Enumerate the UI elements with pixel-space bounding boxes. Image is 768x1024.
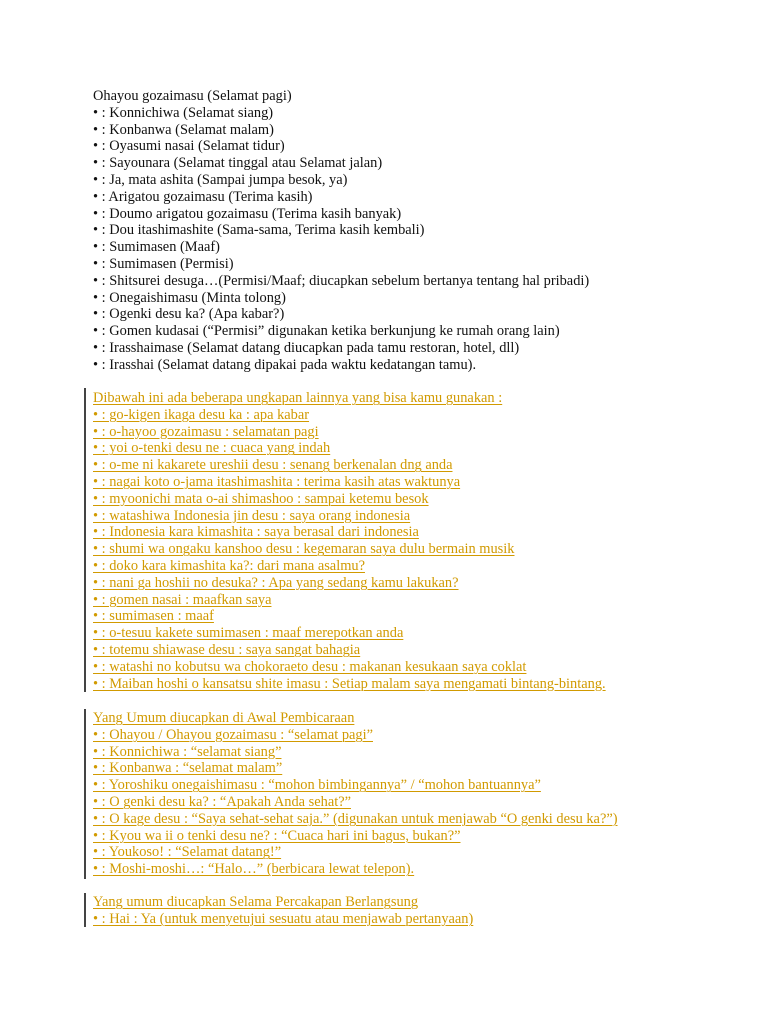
list-item[interactable]: • : Konnichiwa : “selamat siang” (93, 743, 282, 760)
change-bar (84, 388, 86, 692)
opening-phrases-list (93, 710, 753, 878)
list-item[interactable]: • : Konbanwa : “selamat malam” (93, 760, 283, 777)
list-item[interactable]: • : myoonichi mata o-ai shimashoo : sampai ketemu besok (93, 490, 429, 507)
list-item[interactable]: • : doko kara kimashita ka?: dari mana asalmu? (93, 557, 365, 574)
list-item[interactable]: • : watashiwa Indonesia jin desu : saya orang indonesia (93, 507, 411, 524)
list-item: • : Ja, mata ashita (Sampai jumpa besok, ya) (93, 171, 348, 188)
list-item[interactable]: • : nani ga hoshii no desuka? : Apa yang sedang kamu lakukan? (93, 574, 459, 591)
section-heading[interactable]: Dibawah ini ada beberapa ungkapan lainnya yang bisa kamu gunakan : (93, 390, 503, 406)
list-item[interactable]: • : Youkoso! : “Selamat datang!” (93, 844, 282, 861)
list-item[interactable]: • : Hai : Ya (untuk menyetujui sesuatu atau menjawab pertanyaan) (93, 910, 474, 927)
list-item: • : Oyasumi nasai (Selamat tidur) (93, 138, 285, 155)
list-item: • : Irasshaimase (Selamat datang diucapkan pada tamu restoran, hotel, dll) (93, 339, 520, 356)
list-item[interactable]: • : nagai koto o-jama itashimashita : terima kasih atas waktunya (93, 473, 461, 490)
change-bar (84, 709, 86, 879)
section-heading[interactable]: Yang umum diucapkan Selama Percakapan Berlangsung (93, 894, 419, 910)
list-item: • : Ogenki desu ka? (Apa kabar?) (93, 306, 285, 323)
list-item[interactable]: • : Moshi-moshi…: “Halo…” (berbicara lewat telepon). (93, 861, 415, 878)
list-item[interactable]: • : O genki desu ka? : “Apakah Anda sehat?” (93, 793, 351, 810)
list-item: • : Arigatou gozaimasu (Terima kasih) (93, 188, 313, 205)
list-item[interactable]: • : Indonesia kara kimashita : saya berasal dari indonesia (93, 524, 419, 541)
list-item[interactable]: • : yoi o-tenki desu ne : cuaca yang indah (93, 440, 331, 457)
list-item: • : Onegaishimasu (Minta tolong) (93, 289, 286, 306)
list-item[interactable]: • : totemu shiawase desu : saya sangat bahagia (93, 641, 361, 658)
list-item: • : Gomen kudasai (“Permisi” digunakan ketika berkunjung ke rumah orang lain) (93, 323, 560, 340)
list-item: • : Konbanwa (Selamat malam) (93, 121, 274, 138)
list-item: • : Dou itashimashite (Sama-sama, Terima kasih kembali) (93, 222, 425, 239)
list-item: • : Sumimasen (Maaf) (93, 239, 220, 256)
list-item[interactable]: • : Ohayou / Ohayou gozaimasu : “selamat pagi” (93, 726, 373, 743)
list-item[interactable]: • : o-hayoo gozaimasu : selamatan pagi (93, 423, 319, 440)
section-heading[interactable]: Yang Umum diucapkan di Awal Pembicaraan (93, 710, 355, 726)
list-item: Ohayou gozaimasu (Selamat pagi) (93, 88, 292, 104)
list-item: • : Sayounara (Selamat tinggal atau Selamat jalan) (93, 155, 383, 172)
change-bar (84, 893, 86, 927)
list-item[interactable]: • : sumimasen : maaf (93, 608, 214, 625)
list-item[interactable]: • : Kyou wa ii o tenki desu ne? : “Cuaca hari ini bagus, bukan?” (93, 827, 461, 844)
list-item: • : Shitsurei desuga…(Permisi/Maaf; diucapkan sebelum bertanya tentang hal pribadi) (93, 272, 590, 289)
list-item[interactable]: • : o-me ni kakarete ureshii desu : senang berkenalan dng anda (93, 457, 453, 474)
list-item[interactable]: • : Maiban hoshi o kansatsu shite imasu : Setiap malam saya mengamati bintang-bintang. (93, 675, 606, 692)
list-item[interactable]: • : gomen nasai : maafkan saya (93, 591, 272, 608)
list-item[interactable]: • : O kage desu : “Saya sehat-sehat saja.” (digunakan untuk menjawab “O genki desu ka?”) (93, 810, 618, 827)
list-item[interactable]: • : shumi wa ongaku kanshoo desu : kegemaran saya dulu bermain musik (93, 541, 515, 558)
conversation-phrases-list (93, 894, 753, 928)
list-item: • : Konnichiwa (Selamat siang) (93, 104, 274, 121)
list-item: • : Sumimasen (Permisi) (93, 255, 234, 272)
greetings-list (93, 88, 753, 374)
list-item[interactable]: • : Yoroshiku onegaishimasu : “mohon bimbingannya” / “mohon bantuannya” (93, 777, 541, 794)
other-expressions-list (93, 390, 753, 692)
list-item[interactable]: • : go-kigen ikaga desu ka : apa kabar (93, 406, 310, 423)
list-item[interactable]: • : watashi no kobutsu wa chokoraeto desu : makanan kesukaan saya coklat (93, 658, 527, 675)
list-item: • : Doumo arigatou gozaimasu (Terima kasih banyak) (93, 205, 402, 222)
list-item: • : Irasshai (Selamat datang dipakai pada waktu kedatangan tamu). (93, 356, 477, 373)
list-item[interactable]: • : o-tesuu kakete sumimasen : maaf merepotkan anda (93, 625, 404, 642)
